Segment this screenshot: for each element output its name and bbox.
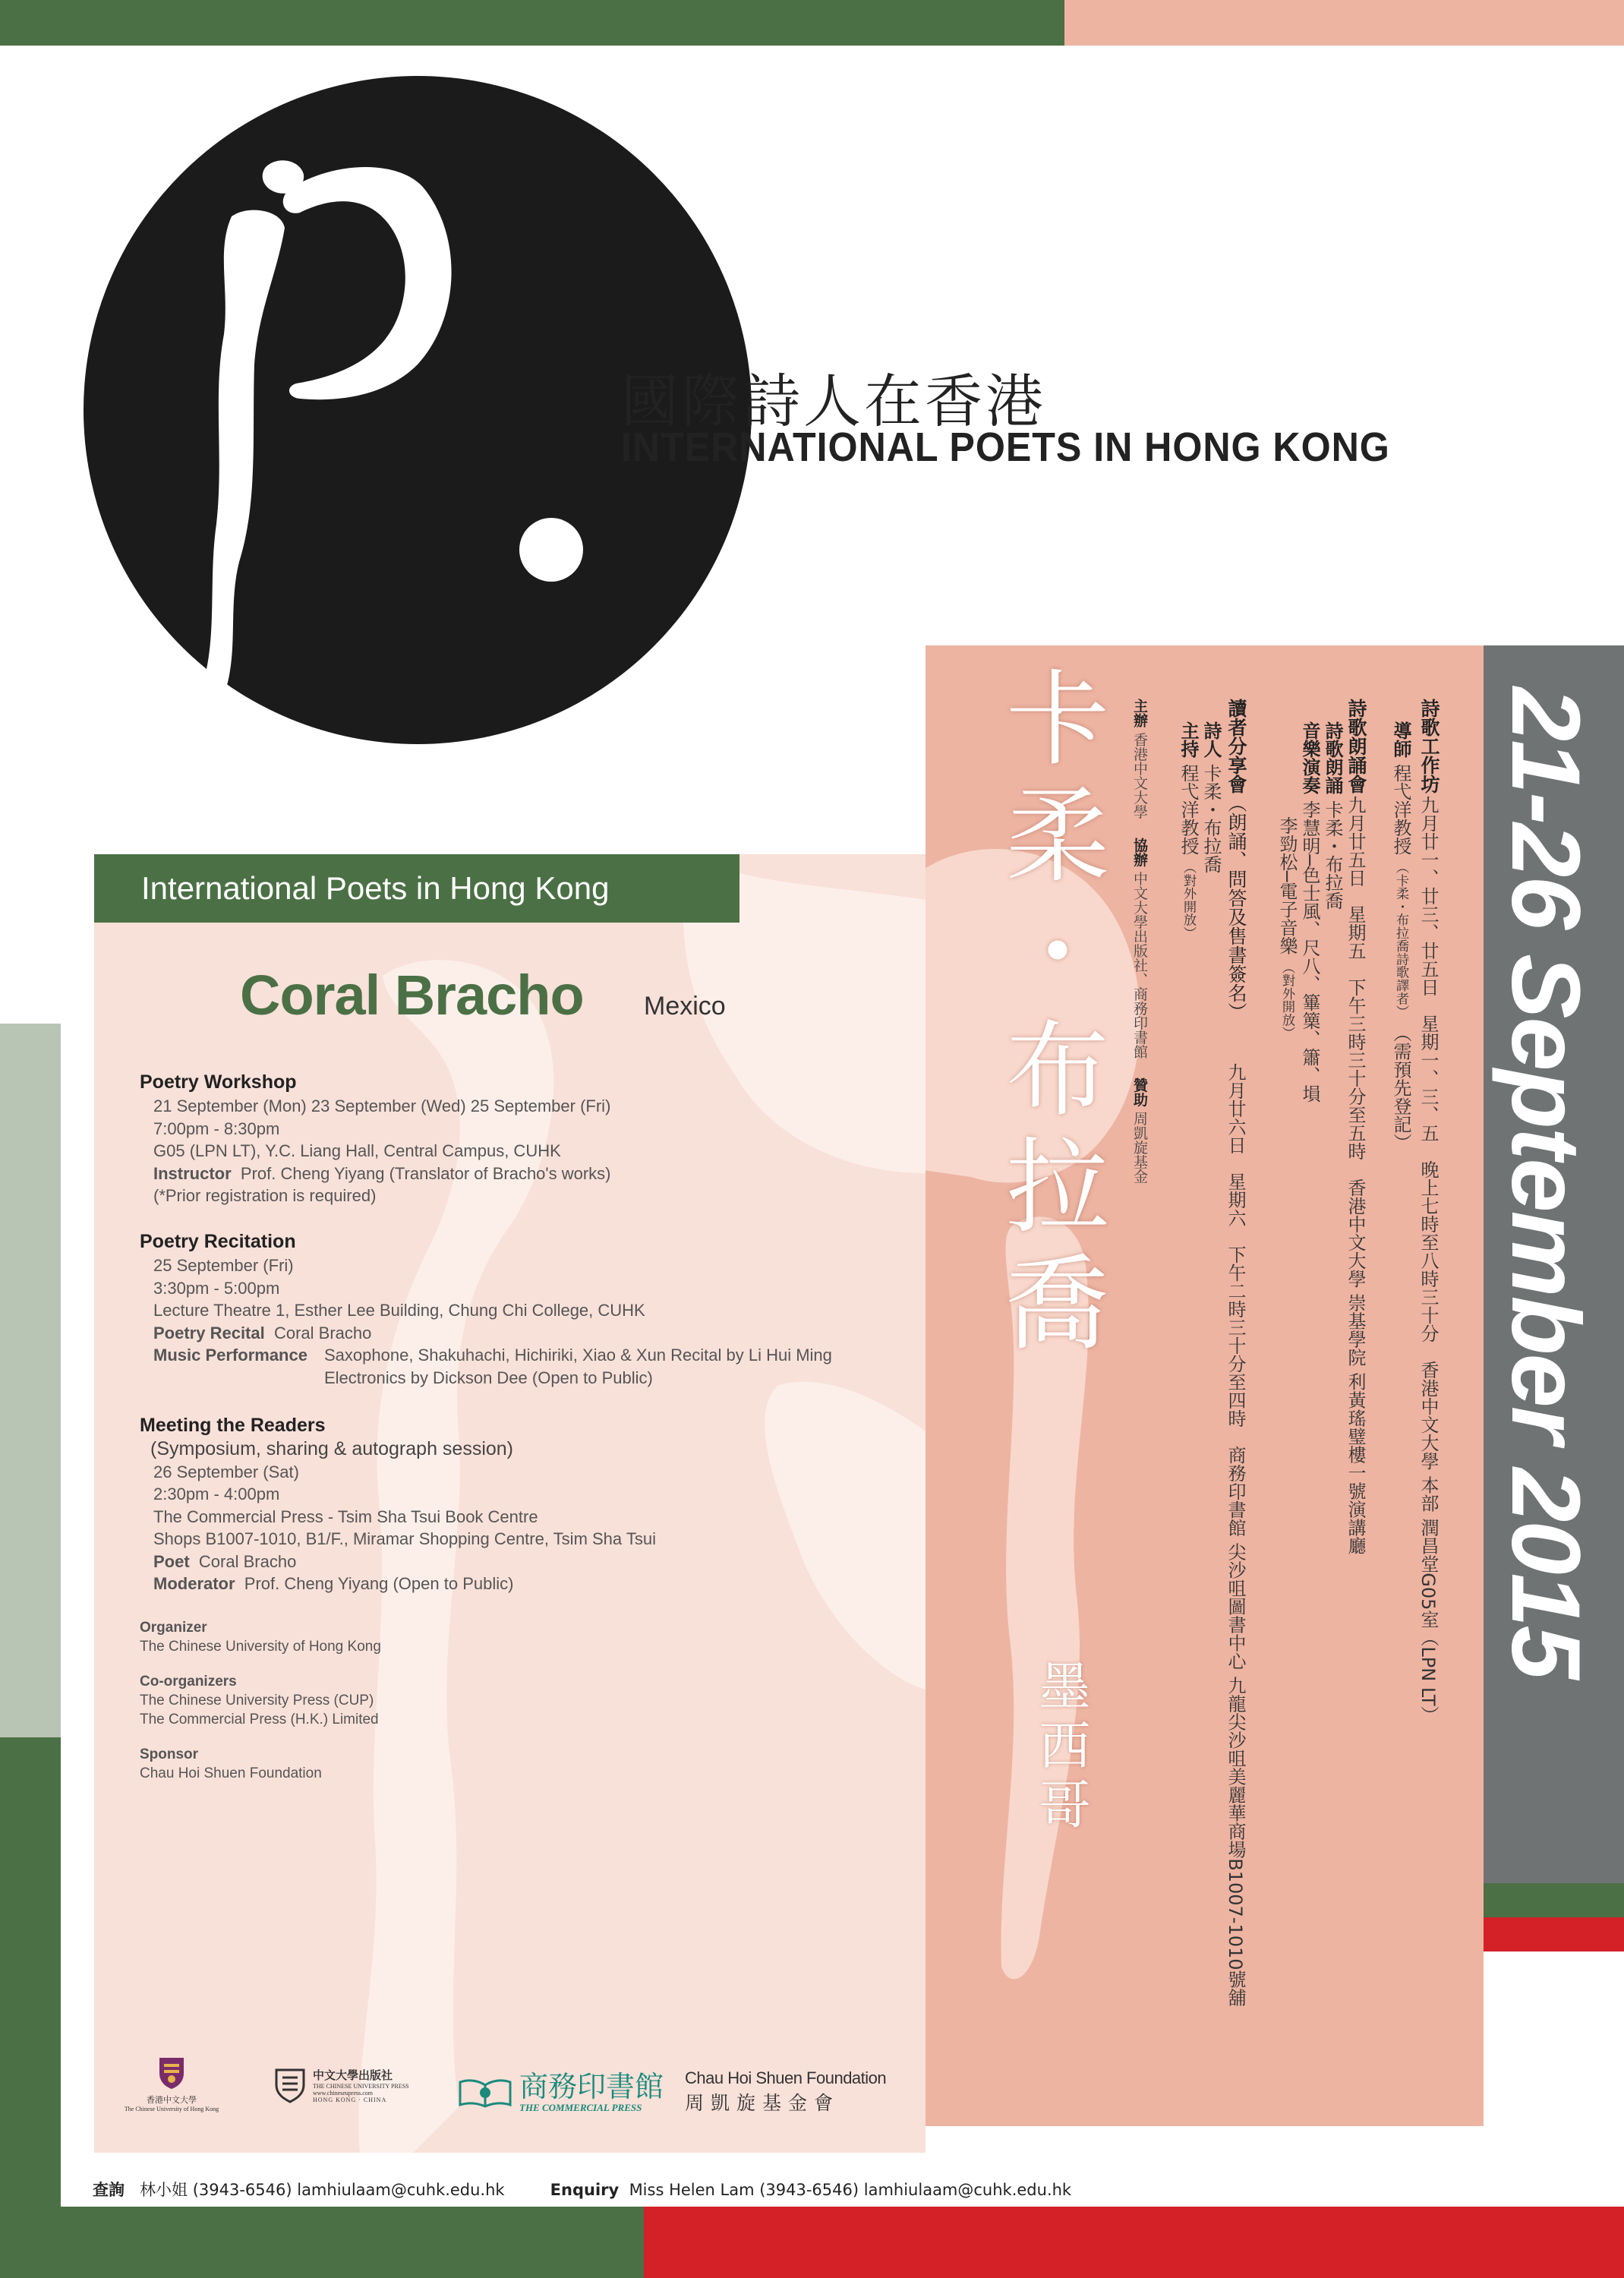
- country-chinese: 墨西哥: [1030, 1659, 1090, 1837]
- recitation-music-label: Music Performance: [153, 1346, 307, 1365]
- cn-readers-poet-label: 詩人: [1200, 721, 1222, 758]
- enquiry-en-label: Enquiry: [550, 2181, 620, 2199]
- workshop-note: (*Prior registration is required): [153, 1186, 377, 1205]
- cn-recitation-music-1: 李慧明─色士風、尺八、篳篥、簫、塤: [1299, 800, 1320, 1103]
- recitation-music-2: Electronics by Dickson Dee (Open to Public): [324, 1368, 653, 1387]
- readers-venue-1: The Commercial Press - Tsim Sha Tsui Book Centre: [153, 1507, 538, 1526]
- cuhk-logo-en: The Chinese University of Hong Kong: [124, 2106, 219, 2112]
- cn-recitation-recital-label: 詩歌朗誦: [1322, 721, 1343, 794]
- title-chinese: 國際詩人在香港: [621, 368, 1046, 435]
- readers-moderator-name: Prof. Cheng Yiyang (Open to Public): [244, 1574, 514, 1593]
- readers-section: [140, 1412, 907, 1595]
- recitation-title: Poetry Recitation: [140, 1231, 296, 1252]
- workshop-dates: 21 September (Mon) 23 September (Wed) 25 September (Fri): [153, 1096, 611, 1115]
- workshop-instructor: [153, 1163, 907, 1185]
- open-book-icon: [457, 2076, 513, 2109]
- cn-recitation-line: 九月廿五日 星期五 下午三時三十分至五時 香港中文大學 崇基學院 利黃瑤璧樓一號演講廳: [1345, 796, 1366, 1555]
- cn-readers-poet: [1198, 721, 1225, 873]
- recitation-music-1: Saxophone, Shakuhachi, Hichiriki, Xiao & Xun Recital by Li Hui Ming: [324, 1346, 832, 1365]
- cn-readers-line: 九月廿六日 星期六 下午二時三十分至四時 商務印書館 尖沙咀圖書中心 九龍尖沙咀美麗華商場B1007-1010號舖: [1225, 1063, 1246, 2007]
- cn-recitation-music-label: 音樂演奏: [1299, 721, 1320, 794]
- poet-name: Coral Bracho: [240, 964, 584, 1027]
- panel-header: International Poets in Hong Kong: [94, 854, 739, 923]
- cuhk-logo-cn: 香港中文大學: [147, 2096, 197, 2105]
- readers-moderator: [153, 1573, 907, 1595]
- workshop-venue: G05 (LPN LT), Y.C. Liang Hall, Central Campus, CUHK: [153, 1141, 561, 1160]
- cn-readers-title-text: 讀者分享會: [1225, 699, 1247, 794]
- chau-foundation-cn: 周凱旋基金會: [685, 2092, 840, 2114]
- cn-readers-open: （對外開放）: [1181, 860, 1196, 939]
- commercial-press-en: THE COMMERCIAL PRESS: [519, 2102, 642, 2113]
- recitation-music-details: [324, 1344, 832, 1389]
- commercial-press-cn: 商務印書館: [519, 2070, 664, 2103]
- readers-subtitle: (Symposium, sharing & autograph session): [150, 1438, 514, 1459]
- organizer-label: Organizer: [140, 1620, 207, 1636]
- sponsor: Chau Hoi Shuen Foundation: [140, 1765, 322, 1781]
- cup-logo-web: www.chineseupress.com: [313, 2090, 374, 2097]
- cup-crest-icon: [273, 2067, 307, 2103]
- cn-workshop-title: 詩歌工作坊: [1418, 699, 1440, 794]
- cn-readers-title: [1222, 699, 1250, 1021]
- cn-credits-sponsor: 周凱旋基金: [1131, 1111, 1148, 1184]
- recitation-recital-label: Poetry Recital: [153, 1323, 265, 1343]
- cup-logo-cn: 中文大學出版社: [313, 2070, 393, 2082]
- cn-credits-sponsor-label: 贊助: [1131, 1077, 1148, 1107]
- workshop-instructor-label: Instructor: [153, 1163, 232, 1183]
- enquiry-line: [93, 2178, 1071, 2201]
- cn-recitation-recital: [1320, 721, 1346, 910]
- cn-workshop-instructor-name: 程弋洋教授: [1390, 763, 1411, 855]
- left-green-bar: [0, 1737, 61, 2278]
- cn-recitation-music-2: [1274, 816, 1301, 1040]
- cn-credits-co-label: 協辦: [1131, 838, 1148, 867]
- readers-venue-2: Shops B1007-1010, B1/F., Miramar Shopping Centre, Tsim Sha Tsui: [153, 1529, 656, 1548]
- band-red-strip: [1484, 1917, 1624, 1951]
- poet-country: Mexico: [644, 992, 726, 1021]
- recitation-recital-name: Coral Bracho: [273, 1323, 372, 1343]
- commercial-press-logo: [457, 2071, 664, 2114]
- cn-workshop-instructor: [1388, 721, 1414, 1151]
- cn-readers-moderator: [1175, 721, 1202, 939]
- readers-time: 2:30pm - 4:00pm: [153, 1484, 280, 1503]
- recitation-venue: Lecture Theatre 1, Esther Lee Building, Chung Chi College, CUHK: [153, 1301, 645, 1320]
- cn-recitation-music: [1297, 721, 1323, 1103]
- title-english: INTERNATIONAL POETS IN HONG KONG: [621, 424, 1390, 470]
- enquiry-cn-label: 查詢: [93, 2181, 125, 2199]
- readers-title: Meeting the Readers: [140, 1415, 326, 1436]
- cuhk-logo: [124, 2056, 219, 2112]
- top-green-bar: [0, 0, 1064, 46]
- enquiry-en-text: Miss Helen Lam (3943-6546) lamhiulaam@cuhk.edu.hk: [629, 2181, 1072, 2199]
- credits-section: [140, 1619, 907, 1783]
- cup-logo-location: HONG KONG · CHINA: [313, 2097, 387, 2103]
- cn-recitation-title: 詩歌朗誦會: [1345, 699, 1367, 794]
- cn-recitation-open: （對外開放）: [1279, 961, 1294, 1040]
- chau-foundation-en: Chau Hoi Shuen Foundation: [685, 2068, 887, 2087]
- workshop-title: Poetry Workshop: [140, 1071, 297, 1093]
- top-pink-bar: [1064, 0, 1624, 46]
- recitation-date: 25 September (Fri): [153, 1256, 294, 1275]
- cup-logo-en: THE CHINESE UNIVERSITY PRESS: [313, 2083, 409, 2090]
- bottom-green-bar: [0, 2207, 644, 2278]
- organizer: The Chinese University of Hong Kong: [140, 1639, 381, 1655]
- cn-workshop-registration: （需預先登記）: [1390, 1024, 1411, 1152]
- workshop-section: [140, 1069, 907, 1207]
- cn-recitation-recital-name: 卡柔・布拉喬: [1322, 800, 1343, 910]
- readers-poet-name: Coral Bracho: [198, 1551, 297, 1571]
- cn-recitation-music-2-text: 李勁松─電子音樂: [1276, 816, 1298, 955]
- cn-credits-org-label: 主辦: [1131, 699, 1148, 727]
- workshop-time: 7:00pm - 8:30pm: [153, 1118, 280, 1138]
- readers-poet-label: Poet: [153, 1551, 190, 1571]
- enquiry-cn-text: 林小姐 (3943-6546) lamhiulaam@cuhk.edu.hk: [140, 2181, 505, 2199]
- workshop-instructor-name: Prof. Cheng Yiyang (Translator of Bracho's works): [240, 1163, 611, 1183]
- bottom-red-bar: [644, 2207, 1624, 2278]
- cn-workshop-instructor-note: （卡柔・布拉喬詩歌譯者）: [1393, 860, 1408, 1018]
- coorganizer-2: The Commercial Press (H.K.) Limited: [140, 1712, 379, 1727]
- band-green-strip: [1484, 1883, 1624, 1917]
- left-grey-bar: [0, 1024, 61, 1737]
- recitation-recital: [153, 1322, 907, 1345]
- readers-date: 26 September (Sat): [153, 1462, 299, 1481]
- chau-foundation-logo: [685, 2068, 886, 2116]
- cn-readers-moderator-name: 程弋洋教授: [1178, 763, 1199, 855]
- readers-poet: [153, 1551, 907, 1573]
- cn-workshop-instructor-label: 導師: [1390, 721, 1411, 758]
- recitation-section: [140, 1229, 907, 1389]
- readers-moderator-label: Moderator: [153, 1574, 235, 1593]
- cn-readers-moderator-label: 主持: [1178, 721, 1199, 758]
- event-dates: 21-26 September 2015: [1491, 687, 1600, 1678]
- recitation-music: [153, 1344, 907, 1389]
- cup-logo: [273, 2067, 409, 2103]
- coorganizer-1: The Chinese University Press (CUP): [140, 1693, 374, 1708]
- cn-readers-subtitle: （朗誦、問答及售書簽名）: [1225, 794, 1247, 1021]
- cn-credits-org: 香港中文大學: [1131, 732, 1148, 819]
- cuhk-crest-icon: [156, 2056, 187, 2090]
- cn-credits-co: 中文大學出版社、商務印書館: [1131, 871, 1148, 1059]
- poet-name-chinese: 卡柔・布拉喬: [988, 664, 1108, 1366]
- cn-credits: [1130, 699, 1150, 1183]
- cn-readers-poet-name: 卡柔・布拉喬: [1200, 763, 1222, 873]
- coorganizers-label: Co-organizers: [140, 1674, 237, 1690]
- cn-workshop-line: 九月廿一、廿三、廿五日 星期一、三、五 晚上七時至八時三十分 香港中文大學 本部 潤昌堂G05室（LPN LT）: [1417, 796, 1439, 1724]
- sponsor-label: Sponsor: [140, 1746, 199, 1762]
- recitation-time: 3:30pm - 5:00pm: [153, 1278, 280, 1298]
